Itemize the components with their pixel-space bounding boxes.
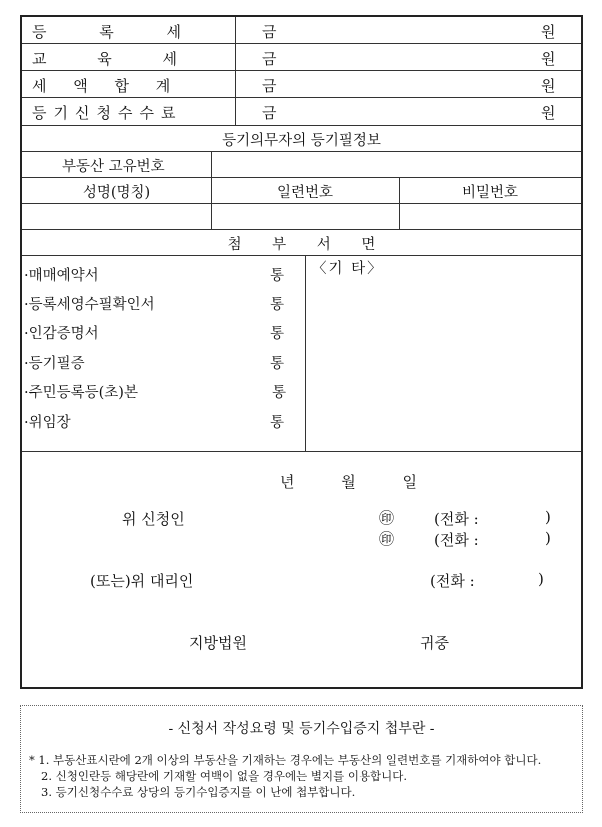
registrant-info-header: 등기의무자의 등기필정보 [222, 133, 381, 149]
instruction-line: 2. 신청인란등 해당란에 기재할 여백이 없을 경우에는 별지를 이용합니다. [41, 769, 408, 783]
fee-label-tax-total: 세 액 합 계 [32, 77, 171, 95]
divider [22, 229, 581, 230]
divider [22, 43, 581, 44]
divider [22, 451, 581, 452]
fee-unit: 원 [541, 77, 556, 95]
instructions-title: - 신청서 작성요령 및 등기수입증지 첩부란 - [168, 721, 435, 737]
attachment-unit: 통 [272, 385, 287, 401]
attachment-unit: 통 [270, 326, 285, 342]
seal-mark: ㊞ [379, 530, 395, 548]
attachment-item: ·매매예약서 [24, 268, 99, 284]
phone-label: (전화 : [430, 572, 475, 590]
divider [22, 70, 581, 71]
date-line: 년 월 일 [280, 473, 418, 491]
phone-close: ) [545, 529, 551, 547]
divider [22, 255, 581, 256]
attachment-unit: 통 [270, 415, 285, 431]
attachment-item: ·인감증명서 [24, 326, 99, 342]
registration-form [20, 15, 583, 689]
fee-amount-label: 금 [262, 23, 277, 41]
fee-label-registration-tax: 등 록 세 [32, 23, 184, 41]
other-label: 〈기 타〉 [312, 261, 384, 277]
fee-label-filing-fee: 등기신청수수료 [32, 104, 183, 122]
fee-unit: 원 [541, 50, 556, 68]
seal-mark: ㊞ [379, 509, 395, 527]
divider [22, 125, 581, 126]
instruction-line: 3. 등기신청수수료 상당의 등기수입증지를 이 난에 첩부합니다. [41, 785, 356, 799]
column-serial-number: 일련번호 [276, 185, 334, 201]
column-password: 비밀번호 [461, 185, 519, 201]
phone-close: ) [538, 570, 544, 588]
instruction-line: * 1. 부동산표시란에 2개 이상의 부동산을 기재하는 경우에는 부동산의 일련번호를 기재하여야 합니다. [29, 753, 542, 767]
fee-unit: 원 [541, 23, 556, 41]
fee-amount-label: 금 [262, 104, 277, 122]
property-id-label: 부동산 고유번호 [62, 159, 165, 175]
divider [22, 97, 581, 98]
attachment-item: ·등록세영수필확인서 [24, 297, 155, 313]
fee-unit: 원 [541, 104, 556, 122]
phone-close: ) [545, 508, 551, 526]
fee-amount-label: 금 [262, 77, 277, 95]
phone-label: (전화 : [434, 510, 479, 528]
attachment-unit: 통 [270, 268, 285, 284]
phone-label: (전화 : [434, 531, 479, 549]
divider [22, 177, 581, 178]
attachment-item: ·주민등록등(초)본 [24, 385, 138, 401]
divider [22, 203, 581, 204]
agent-label: (또는)위 대리인 [90, 572, 194, 590]
column-name: 성명(명칭) [82, 185, 151, 201]
fee-label-education-tax: 교 육 세 [32, 50, 178, 68]
attachment-item: ·등기필증 [24, 356, 85, 372]
fee-amount-label: 금 [262, 50, 277, 68]
applicant-label: 위 신청인 [122, 510, 185, 528]
instructions-box [20, 705, 583, 813]
divider [235, 17, 236, 125]
attachment-item: ·위임장 [24, 415, 71, 431]
attachment-unit: 통 [270, 356, 285, 372]
attachment-unit: 통 [270, 297, 285, 313]
attachments-header: 첨 부 서 면 [227, 237, 376, 253]
divider [305, 255, 306, 451]
court-label: 지방법원 [189, 634, 247, 652]
divider [22, 151, 581, 152]
recipient-label: 귀중 [420, 634, 449, 652]
